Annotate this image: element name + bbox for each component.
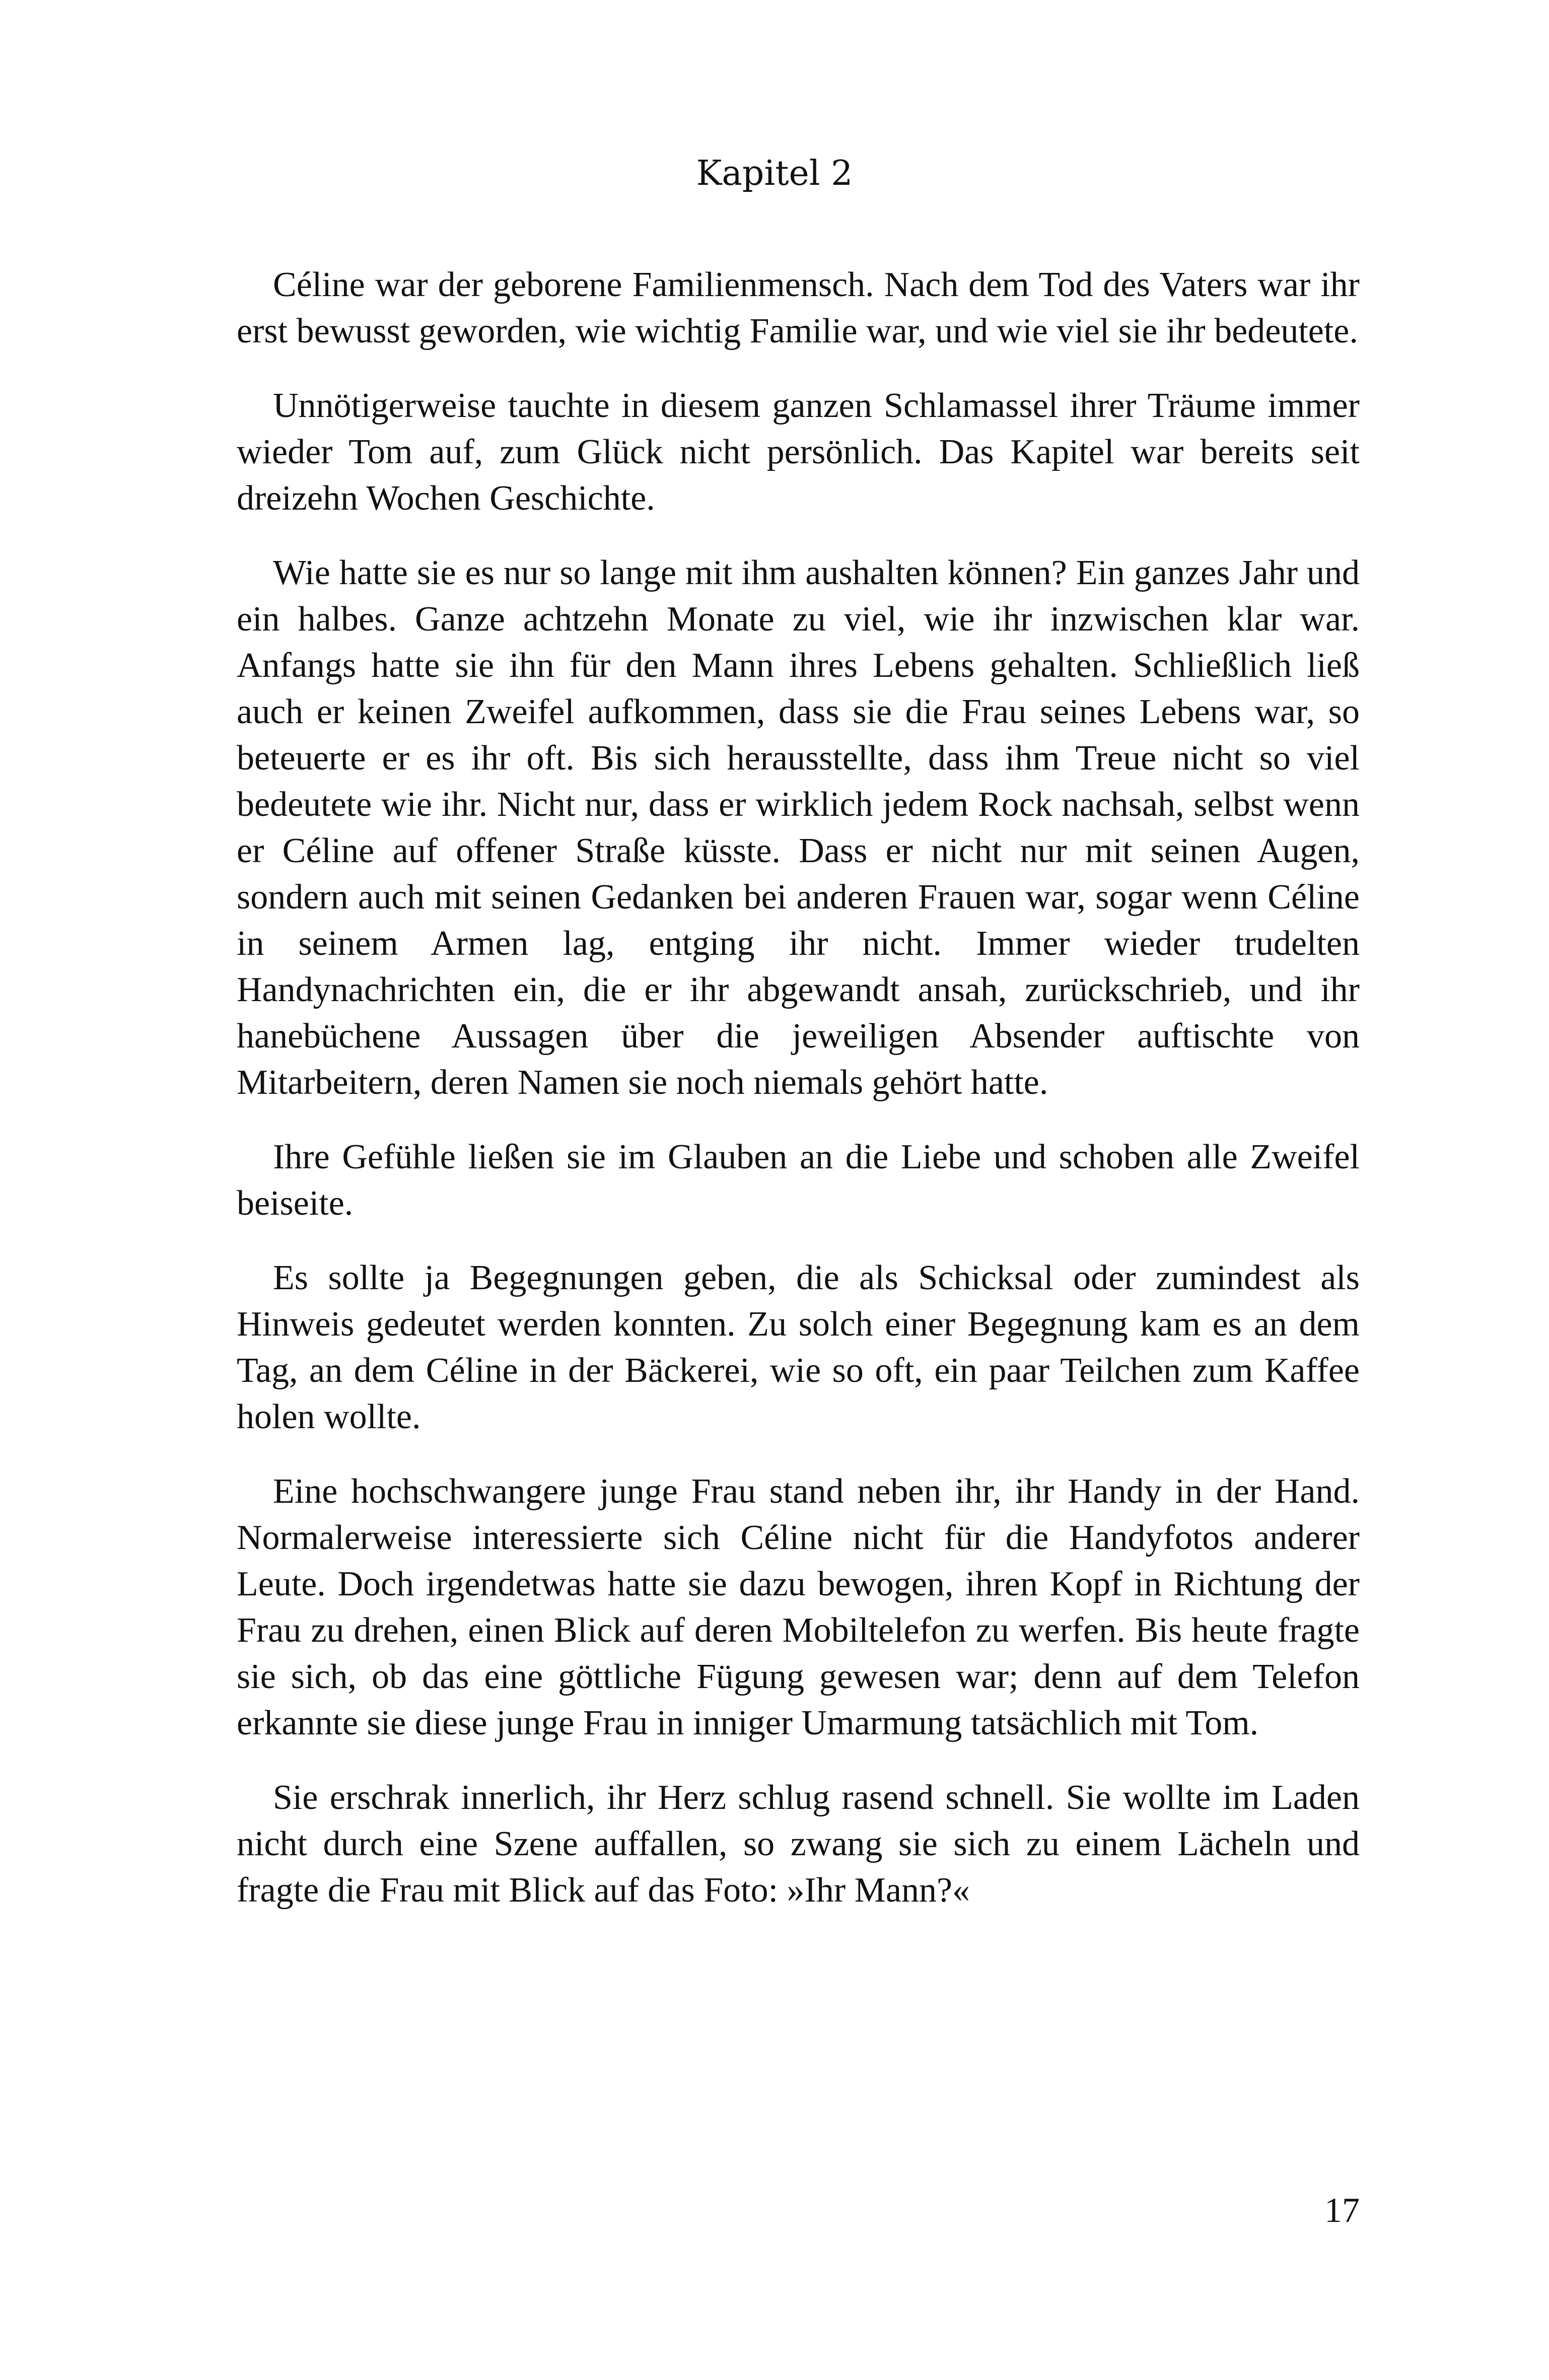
- chapter-title: Kapitel 2: [696, 154, 853, 193]
- paragraph: Céline war der geborene Familienmensch. Nach dem Tod des Vaters war ihr erst bewusst geworden, wie wichtig Familie war, und wie viel sie ihr bedeutete.: [237, 265, 1360, 351]
- paragraph: Sie erschrak innerlich, ihr Herz schlug rasend schnell. Sie wollte im Laden nicht durch eine Szene auffallen, so zwang sie sich zu einem Lächeln und fragte die Frau mit Blick auf das Foto: »Ihr Mann?«: [237, 1778, 1360, 1910]
- paragraph: Ihre Gefühle ließen sie im Glauben an die Liebe und schoben alle Zweifel beiseite.: [237, 1138, 1360, 1223]
- page-number: 17: [1324, 2191, 1360, 2230]
- body-text: [237, 262, 1360, 1942]
- paragraph: Es sollte ja Begegnungen geben, die als Schicksal oder zumindest als Hinweis gedeutet werden konnten. Zu solch einer Begegnung kam es an dem Tag, an dem Céline in der Bäckerei, wie so oft, ein paar Teilchen zum Kaffee holen wollte.: [237, 1258, 1360, 1436]
- paragraph: Wie hatte sie es nur so lange mit ihm aushalten können? Ein ganzes Jahr und ein halbes. Ganze achtzehn Monate zu viel, wie ihr inzwischen klar war. Anfangs hatte sie ihn für den Mann ihres Lebens gehalten. Schließlich ließ auch er keinen Zweifel aufkommen, dass sie die Frau seines Lebens war, so beteuerte er es ihr oft. Bis sich herausstellte, dass ihm Treue nicht so viel bedeutete wie ihr. Nicht nur, dass er wirklich jedem Rock nachsah, selbst wenn er Céline auf offener Straße küsste. Dass er nicht nur mit seinen Augen, sondern auch mit seinen Gedanken bei anderen Frauen war, sogar wenn Céline in seinem Armen lag, entging ihr nicht. Immer wieder trudelten Handynachrichten ein, die er ihr abgewandt ansah, zurückschrieb, und ihr hanebüchene Aussagen über die jeweiligen Absender auftischte von Mitarbeitern, deren Namen sie noch niemals gehört hatte.: [237, 553, 1360, 1102]
- paragraph: Unnötigerweise tauchte in diesem ganzen Schlamassel ihrer Träume immer wieder Tom auf, zum Glück nicht persönlich. Das Kapitel war bereits seit dreizehn Wochen Geschichte.: [237, 386, 1360, 518]
- paragraph: Eine hochschwangere junge Frau stand neben ihr, ihr Handy in der Hand. Normalerweise interessierte sich Céline nicht für die Handyfotos anderer Leute. Doch irgendetwas hatte sie dazu bewogen, ihren Kopf in Richtung der Frau zu drehen, einen Blick auf deren Mobiltelefon zu werfen. Bis heute fragte sie sich, ob das eine göttliche Fügung gewesen war; denn auf dem Telefon erkannte sie diese junge Frau in inniger Umarmung tatsächlich mit Tom.: [237, 1472, 1360, 1742]
